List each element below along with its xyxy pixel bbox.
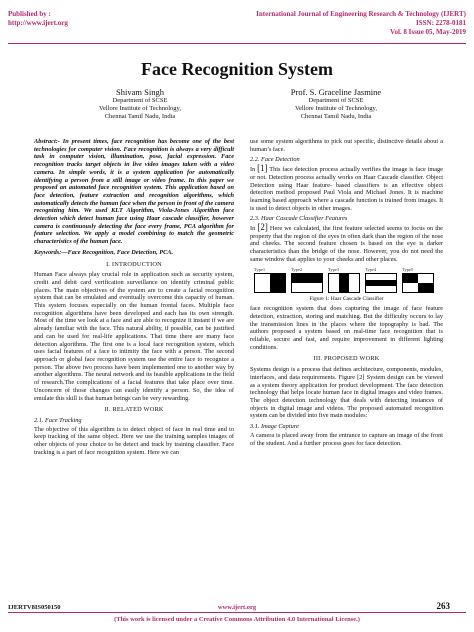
footer-divider (8, 612, 466, 613)
image-capture-text: A camera is placed away from the entrance to capture an image of the front of the student. And a further process goes for face detection. (250, 431, 443, 447)
publisher-header (8, 10, 68, 28)
abstract-text: Abstract:- In present times, face recognition has become one of the best technologies for computer vision. Face recognition is always a very difficult task in computer vision, illumination, pose, facial expression. Face recognition tracks target objects in live video images taken with a video camera. In simple words, it is a system application for automatically identifying a person from a still image or video frame. In this paper we proposed an automated face recognition system. This application based on face detection, feature extraction and recognition algorithms, which automatically detects the human face when the person in front of the camera recognizing him. We used KLT Algorithm, Viola-Jones Algorithm face detection which detect human face using Haar cascade classifier, however camera is continuously detecting the face every frame, PCA algorithm for feature selection. We apply a model combining to match the geometric characteristics of the human face. (34, 138, 234, 246)
paper-id: IJERTV8IS050150 (8, 604, 61, 611)
subsection-heading-face-tracking: 2.1. Face Tracking (34, 416, 82, 424)
author-inst: Vellore Institute of Technology, (294, 105, 378, 112)
figure-caption: Figure 1: Haar Cascade Classifier (309, 295, 384, 302)
subsection-heading-haar: 2.3. Haar Cascade Classifier Features (250, 215, 348, 223)
footer-url-link[interactable]: www.ijert.org (217, 604, 257, 611)
author-name: Prof. S. Graceline Jasmine (290, 87, 382, 97)
published-by-label: Published by : (8, 10, 51, 18)
introduction-text: Human Face always play crucial role in application such as security system, credit and debit card verification surveillance on identify criminal public places. The main objectives of the system are to create a facial recognition system that can be emulated and eventually overcome this capacity of human. This system focuses especially on the human frontal faces. Multiple face recognition algorithms have been developed and each has its own strength. Most of the time we look at a face and are able to recognize it instant if we are already familiar with the face. This natural ability, if possible, can be justified and can be used for real-life applications. That time there are many face detection algorithms. The first one is a local face recognition system, which uses facial features of a face to intimity the face with a person. The second approach or global face recognition system use the entire face to recognize a person. The above two process have been implemented one to another way by another algorithms. The neural network and its feasible applications in the field of research.The complications of a facial features that take place over time. Unconcern of those changes can easily identify a person. So, the idea of emulate this skill is that human beings can be very rewarding. (34, 271, 234, 402)
author-dept: Department of SCSE (308, 97, 364, 104)
author-block-2 (236, 87, 436, 121)
journal-volume: Vol. 8 Issue 05, May-2019 (390, 28, 466, 36)
face-tracking-text: The objective of this algorithm is to detect object of face in real time and to keep tracking of the same object. Here we use the training samples images of other objects of your choice to be detect and track by training classifier. Face tracking is a part of face recognition system. Here we can (34, 425, 234, 456)
citation-ref: [1] (257, 163, 268, 174)
proposed-work-text: Systems design is a process that defines architecture, components, modules, interfaces, and data requirements. Figure [2] System design can be viewed as a system theory application for product development. The face detection technology that helps locate human face in digital images and video frames. The object detection technology that deals with detecting instances of objects in digital image and videos. The proposed automated recognition system can be divided into five main modules: (250, 366, 443, 420)
author-name: Shivam Singh (116, 87, 164, 97)
haar-feature-type2: Type2 (291, 267, 328, 293)
right-column (250, 138, 443, 450)
haar-feature-type4: Type4 (365, 267, 402, 293)
section-heading-introduction: I. INTRODUCTION (106, 260, 162, 268)
section-heading-proposed-work: III. PROPOSED WORK (313, 355, 380, 363)
section-heading-related-work: II. RELATED WORK (104, 406, 164, 414)
haar-feature-type3: Type3 (328, 267, 365, 293)
subsection-heading-face-detection: 2.2. Face Detection (250, 156, 300, 164)
author-block-1 (40, 87, 240, 121)
left-column (34, 138, 234, 459)
subsection-heading-image-capture: 3.1. Image Capture (250, 423, 299, 431)
haar-feature-type1: Type1 (254, 267, 291, 293)
citation-ref: [2] (257, 222, 268, 233)
keywords-text: Keywords:—Face Recognition, Face Detection, PCA. (34, 248, 174, 256)
face-detection-text: In [1] This face detection process actually verifies the image is face image or not. Detection process actually works on Haar Cascade classifier. Object Detection using Haar feature- based classifiers is an effective object detection method proposed Paul Viola and Michael Jones. It is machine learning based approach where a cascade function is trained from images. It is used to detect objects in other images. (250, 163, 443, 212)
author-inst: Vellore Institute of Technology, (98, 105, 182, 112)
after-figure-text: face recognition system that does capturing the image of face feature detection, extraction, storing and matching. But the difficulty occurs to lay the transmission lines in the places where the topography is bad. The authors proposed a system based on real-time face recognition that is reliable, secure and fast, and require improvement in different lighting conditions. (250, 305, 443, 351)
header-divider (8, 43, 466, 44)
journal-issn: ISSN: 2278-0181 (416, 19, 466, 27)
author-loc: Chennai Tamil Nadu, India (300, 113, 372, 120)
page-number: 263 (436, 601, 450, 611)
author-dept: Department of SCSE (112, 97, 168, 104)
publisher-url-link[interactable]: http://www.ijert.org (8, 19, 68, 27)
author-loc: Chennai Tamil Nadu, India (104, 113, 176, 120)
haar-text: In [2] Here we calculated, the first feature selected seems to focus on the property that the region of the eyes in often dark than the region of the nose and cheeks. The second feature chosen is based on the eye is darker characteristics than the bridge of the nose. However, you do not need the same window that applies to your cheeks and other places. (250, 222, 443, 263)
paper-title: Face Recognition System (141, 59, 333, 79)
license-note: (This work is licensed under a Creative Commons Attribution 4.0 International License.) (114, 616, 360, 623)
journal-name: International Journal of Engineering Research & Technology (IJERT) (256, 10, 466, 18)
haar-feature-type5: Type5 (402, 267, 439, 293)
journal-header (256, 10, 466, 37)
continued-text: use some system algorithms to pick out specific, distinctive details about a human’s face. (250, 138, 443, 153)
haar-feature-figure (250, 267, 443, 304)
